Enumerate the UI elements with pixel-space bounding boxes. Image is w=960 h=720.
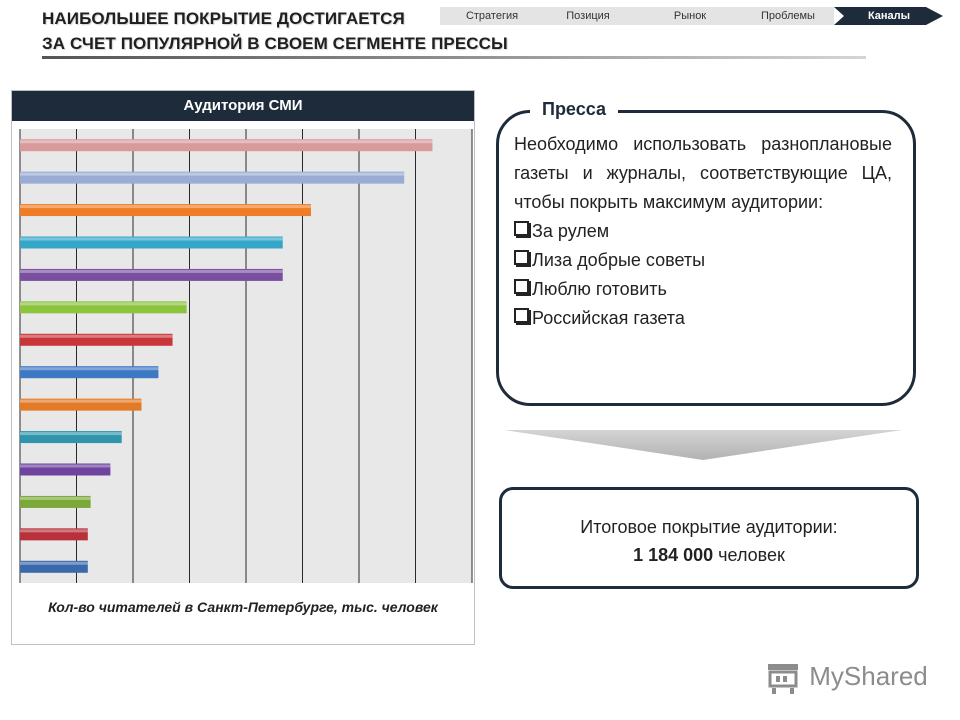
nav-tab-strategy[interactable]: Стратегия: [465, 10, 519, 22]
checkbox-bullet-icon: [514, 250, 529, 265]
checkbox-bullet-icon: [514, 279, 529, 294]
chart-bar-highlight: [20, 497, 91, 500]
chart-bar-highlight: [20, 432, 122, 435]
chart-bar-highlight: [20, 335, 173, 338]
press-item-label: За рулем: [532, 221, 610, 241]
chart-bar-highlight: [20, 400, 141, 403]
chart-bar-highlight: [20, 205, 311, 208]
title-line-2: ЗА СЧЕТ ПОПУЛЯРНОЙ В СВОЕМ СЕГМЕНТЕ ПРЕССЫ: [42, 34, 508, 53]
press-label: Пресса: [530, 96, 618, 122]
down-arrow-icon: [500, 428, 904, 464]
watermark: [766, 656, 928, 696]
total-coverage-label: Итоговое покрытие аудитории:: [580, 517, 838, 537]
nav-tab-position[interactable]: Позиция: [566, 10, 610, 22]
nav-tab-problems[interactable]: Проблемы: [761, 10, 815, 22]
press-list-item: [514, 246, 892, 275]
audience-chart-panel: [11, 90, 475, 645]
audience-bar-chart: [12, 121, 474, 591]
chart-bar-highlight: [20, 270, 283, 273]
chart-bar-highlight: [20, 238, 283, 241]
press-text: [514, 130, 892, 333]
total-coverage-box: [499, 487, 919, 589]
checkbox-bullet-icon: [514, 308, 529, 323]
chart-bar-highlight: [20, 529, 88, 532]
checkbox-bullet-icon: [514, 221, 529, 236]
press-list-item: [514, 304, 892, 333]
press-intro: Необходимо использовать разноплановые газеты и журналы, соответствующие ЦА, чтобы покрыть максимум аудитории:: [514, 134, 892, 212]
chart-bar-highlight: [20, 367, 158, 370]
total-coverage-unit: человек: [718, 545, 785, 565]
chart-bar-highlight: [20, 173, 404, 176]
chart-bar-highlight: [20, 465, 110, 468]
total-coverage-value: [502, 542, 916, 568]
nav-tab-channels[interactable]: Каналы: [867, 10, 911, 22]
nav-tab-market[interactable]: Рынок: [673, 10, 707, 22]
chart-bar-highlight: [20, 140, 432, 143]
watermark-text: MyShared: [809, 661, 928, 691]
press-item-label: Лиза добрые советы: [532, 250, 706, 270]
page-title: [42, 6, 508, 56]
press-list-item: [514, 217, 892, 246]
total-coverage-number: 1 184 000: [633, 545, 714, 565]
press-item-label: Российская газета: [532, 308, 685, 328]
chart-title: Аудитория СМИ: [12, 91, 474, 121]
title-underline: [42, 56, 866, 59]
chart-axis-caption: Кол-во читателей в Санкт-Петербурге, тыс. человек: [48, 599, 438, 615]
title-line-1: НАИБОЛЬШЕЕ ПОКРЫТИЕ ДОСТИГАЕТСЯ: [42, 9, 405, 28]
chart-bar-highlight: [20, 302, 187, 305]
press-list: [514, 217, 892, 333]
section-nav: [440, 7, 943, 25]
chart-bar-highlight: [20, 562, 88, 565]
press-item-label: Люблю готовить: [532, 279, 667, 299]
press-list-item: [514, 275, 892, 304]
myshared-logo-icon: [766, 661, 802, 695]
